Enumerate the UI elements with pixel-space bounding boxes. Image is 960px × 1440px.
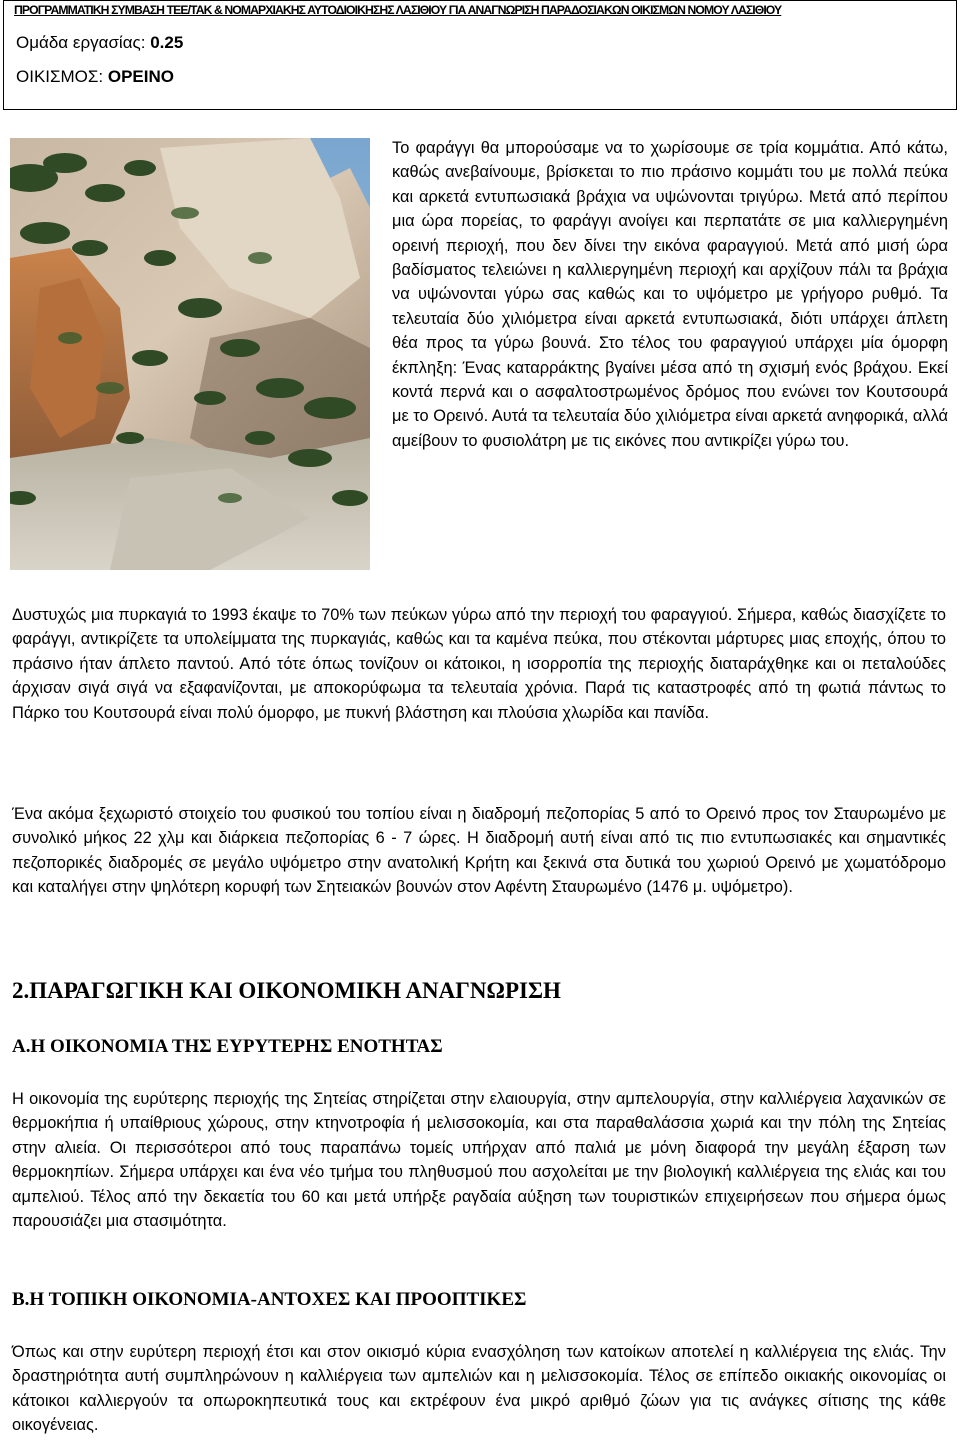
section-heading: 2.ΠΑΡΑΓΩΓΙΚΗ ΚΑΙ ΟΙΚΟΝΟΜΙΚΗ ΑΝΑΓΝΩΡΙΣΗ	[12, 978, 561, 1003]
document-header	[3, 0, 957, 110]
subsection-heading-b: Β.Η ΤΟΠΙΚΗ ΟΙΚΟΝΟΜΙΑ-ΑΝΤΟΧΕΣ ΚΑΙ ΠΡΟΟΠΤΙΚΕΣ	[12, 1289, 527, 1310]
side-paragraph: Το φαράγγι θα μπορούσαμε να το χωρίσουμε σε τρία κομμάτια. Από κάτω, καθώς ανεβαίνουμε, βρίσκεται το πιο πράσινο κομμάτι του με πολλά πεύκα και αρκετά εντυπωσιακά βράχια να υψώνονται τριγύρω. Μετά από περίπου μια ώρα πορείας, το φαράγγι ανοίγει και περπατάτε σε μια καλλιεργημένη ορεινή περιοχή, που δεν δίνει την εικόνα φαραγγιού. Μετά από μισή ώρα βαδίσματος τελειώνει η καλλιεργημένη περιοχή και αρχίζουν πάλι τα βράχια να υψώνονται γύρω σας καθώς και το υψόμετρο με γρήγορο ρυθμό. Τα τελευταία δύο χιλιόμετρα είναι αρκετά εντυπωσιακά, διότι υπάρχει άπλετη θέα προς τα γύρω βουνά. Στο τέλος του φαραγγιού υπάρχει μία όμορφη έκπληξη: Ένας καταρράκτης βγαίνει μέσα από τη σχισμή ενός βράχου. Εκεί κοντά περνά και ο ασφαλτοστρωμένος δρόμος που ενώνει τον Κουτσουρά με το Ορεινό. Αυτά τα τελευταία δύο χιλιόμετρα είναι αρκετά ανηφορικά, αλλά αμείβουν το φυσιολάτρη με τις εικόνες που αντικρίζει γύρω του.	[392, 139, 948, 450]
work-group-line	[16, 33, 183, 53]
paragraph-hiking-route: Ένα ακόμα ξεχωριστό στοιχείο του φυσικού του τοπίου είναι η διαδρομή πεζοπορίας 5 από το Ορεινό προς τον Σταυρωμένο με συνολικό μήκος 22 χλμ και διάρκεια πεζοπορίας 6 - 7 ώρες. Η διαδρομή αυτή είναι από τις πιο εντυπωσιακές και σημαντικές πεζοπορικές διαδρομές σε μεγάλο υψόμετρο στην ανατολική Κρήτη και ξεκινά στα δυτικά του χωριού Ορεινό με χωματόδρομο και καταλήγει στην ψηλότερη κορυφή των Σητειακών βουνών στον Αφέντη Σταυρωμένο (1476 μ. υψόμετρο).	[12, 805, 946, 897]
subsection-heading-a: Α.Η ΟΙΚΟΝΟΜΙΑ ΤΗΣ ΕΥΡΥΤΕΡΗΣ ΕΝΟΤΗΤΑΣ	[12, 1036, 443, 1057]
program-title: ΠΡΟΓΡΑΜΜΑΤΙΚΗ ΣΥΜΒΑΣΗ ΤΕΕ/ΤΑΚ & ΝΟΜΑΡΧΙΑΚΗΣ ΑΥΤΟΔΙΟΙΚΗΣΗΣ ΛΑΣΙΘΙΟΥ ΓΙΑ ΑΝΑΓΝΩΡΙΣΗ ΠΑΡΑΔΟΣΙΑΚΩΝ ΟΙΚΙΣΜΩΝ ΝΟΜΟΥ ΛΑΣΙΘΙΟΥ	[14, 3, 782, 17]
settlement-value: ΟΡΕΙΝΟ	[107, 67, 174, 86]
paragraph-regional-economy: Η οικονομία της ευρύτερης περιοχής της Σητείας στηρίζεται στην ελαιουργία, στην αμπελουργία, στην καλλιέργεια λαχανικών σε θερμοκήπια ή υπαίθριους χώρους, στην κτηνοτροφία ή μελισσοκομία, και στα παραθαλάσσια χωριά και την πόλη της Σητείας στην αλιεία. Οι περισσότεροι από τους παραπάνω τομείς υπήρχαν από παλιά με μόνη διαφορά την μεγάλη έξαρση των θερμοκηπίων. Σήμερα υπάρχει και ένα νέο τμήμα του πληθυσμού που ασχολείται με την βιολογική καλλιέργεια της ελιάς και του αμπελιού. Τέλος από την δεκαετία του 60 και μετά υπήρξε ραγδαία αύξηση των τουριστικών επιχειρήσεων που σήμερα όμως παρουσιάζει μια στασιμότητα.	[12, 1090, 946, 1231]
paragraph-fire: Δυστυχώς μια πυρκαγιά το 1993 έκαψε το 70% των πεύκων γύρω από την περιοχή του φαραγγιού. Σήμερα, καθώς διασχίζετε το φαράγγι, αντικρίζετε τα υπολείμματα της πυρκαγιάς, καθώς και τα καμένα πεύκα, που στέκονται μάρτυρες μιας εποχής, όπου το πράσινο ήταν άπλετο παντού. Από τότε όπως τονίζουν οι κάτοικοι, η ισορροπία της περιοχής διαταράχθηκε και οι πεταλούδες άρχισαν σιγά σιγά να εξαφανίζονται, με αποκορύφωμα τα τελευταία χρόνια. Παρά τις καταστροφές από τη φωτιά πάντως το Πάρκο του Κουτσουρά είναι πολύ όμορφο, με πυκνή βλάστηση και πλούσια χλωρίδα και πανίδα.	[12, 606, 946, 722]
work-group-label: Ομάδα εργασίας:	[16, 33, 151, 52]
paragraph-local-economy: Όπως και στην ευρύτερη περιοχή έτσι και στον οικισμό κύρια ενασχόληση των κατοίκων αποτελεί η καλλιέργεια της ελιάς. Την δραστηριότητα αυτή συμπληρώνουν η καλλιέργεια των αμπελιών και η μελισσοκομία. Τέλος σε επίπεδο οικιακής οικονομίας οι κάτοικοι καλλιεργούν τα οπωροκηπευτικά τους και εκτρέφουν ένα μικρό αριθμό ζώων για τις ανάγκες σίτισης της κάθε οικογένειας.	[12, 1343, 946, 1435]
settlement-line	[16, 67, 174, 87]
settlement-label: ΟΙΚΙΣΜΟΣ:	[16, 67, 108, 86]
gorge-photo	[10, 138, 370, 570]
work-group-value: 0.25	[150, 33, 184, 52]
